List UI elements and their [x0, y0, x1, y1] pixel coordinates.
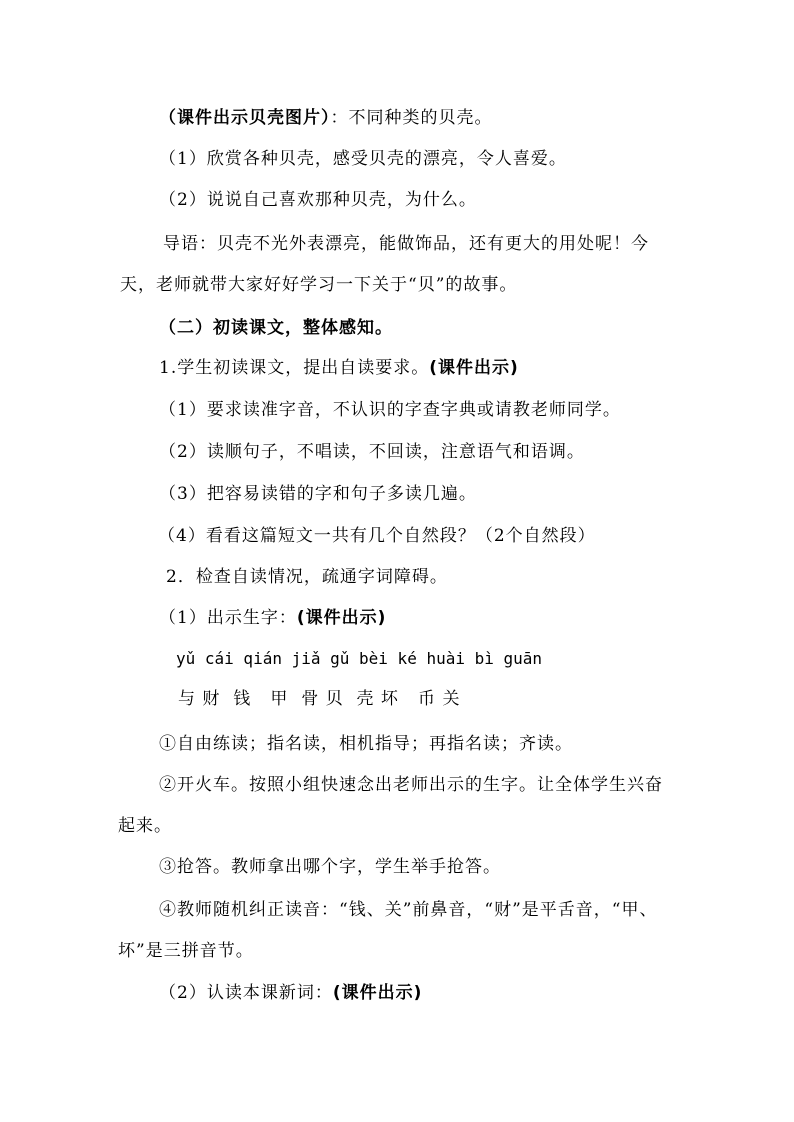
practice-3-line: ③抢答。教师拿出哪个字，学生举手抢答。 [159, 857, 501, 877]
courseware-shells-text: ：不同种类的贝壳。 [330, 108, 493, 128]
new-words-text: （2）认读本课新词： [159, 983, 333, 1003]
new-words-line [159, 981, 422, 1005]
practice-2-line: ②开火车。按照小组快速念出老师出示的生字。让全体学生兴奋 [159, 775, 663, 795]
section-heading: （二）初读课文，整体感知。 [159, 318, 393, 338]
practice-1-line: ①自由练读；指名读，相机指导；再指名读；齐读。 [159, 734, 573, 754]
favorite-shell-line: （2）说说自己喜欢那种贝壳，为什么。 [159, 190, 477, 210]
step-1-text: 1.学生初读课文，提出自读要求。 [159, 358, 430, 378]
new-words-courseware: (课件出示) [332, 983, 423, 1003]
req-1-line: （1）要求读准字音，不认识的字查字典或请教老师同学。 [159, 400, 621, 420]
intro-line-1: 导语：贝壳不光外表漂亮，能做饰品，还有更大的用处呢！今 [163, 234, 649, 254]
step-1-line [159, 356, 519, 380]
practice-4-cont: 坏”是三拼音节。 [118, 941, 254, 961]
req-3-line: （3）把容易读错的字和句子多读几遍。 [159, 484, 477, 504]
pinyin-row: yǔ cái qián jiǎ gǔ bèi ké huài bì guān [176, 649, 543, 668]
show-chars-courseware: (课件出示) [296, 608, 387, 628]
practice-4-line: ④教师随机纠正读音：“钱、关”前鼻音，“财”是平舌音，“甲、 [159, 900, 658, 920]
characters-row: 与 财 钱 甲 骨 贝 壳 坏 币 关 [178, 689, 461, 709]
show-chars-line [159, 606, 386, 630]
show-chars-text: （1）出示生字： [159, 608, 297, 628]
intro-line-2: 天，老师就带大家好好学习一下关于“贝”的故事。 [120, 275, 518, 295]
step-2-line: 2．检查自读情况，疏通字词障碍。 [166, 567, 448, 587]
req-2-line: （2）读顺句子，不唱读，不回读，注意语气和语调。 [159, 442, 585, 462]
appreciate-shells-line: （1）欣赏各种贝壳，感受贝壳的漂亮，令人喜爱。 [159, 149, 567, 169]
step-1-courseware: (课件出示) [429, 358, 519, 378]
courseware-shells-line [159, 106, 493, 130]
req-4-line: （4）看看这篇短文一共有几个自然段？（2个自然段） [158, 526, 596, 546]
courseware-shells-bold: （课件出示贝壳图片） [159, 108, 331, 128]
practice-2-cont: 起来。 [118, 816, 172, 836]
